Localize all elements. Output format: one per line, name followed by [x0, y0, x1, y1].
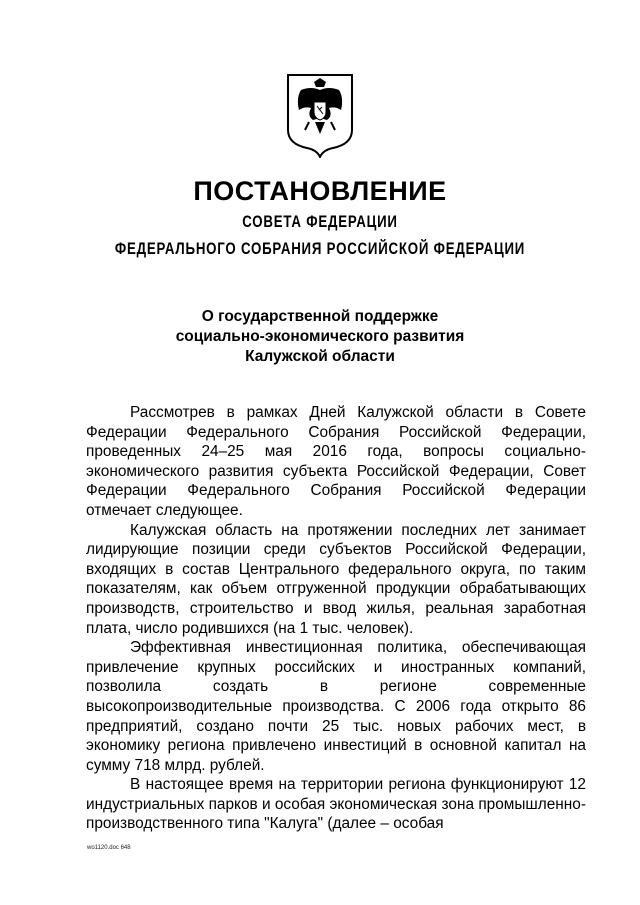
- resolution-body: [86, 403, 586, 834]
- coat-of-arms-icon: [285, 72, 355, 158]
- resolution-title-line3: Калужской области: [245, 348, 395, 365]
- body-paragraph: В настоящее время на территории региона функционируют 12 индустриальных парков и особая экономическая зона промышленно-производственного типа "Калуга" (далее – особая: [86, 776, 586, 833]
- issuer-heading-line2: ФЕДЕРАЛЬНОГО СОБРАНИЯ РОССИЙСКОЙ ФЕДЕРАЦИИ: [114, 239, 526, 258]
- resolution-title-line1: О государственной поддержке: [201, 308, 439, 325]
- body-paragraph: Калужская область на протяжении последних лет занимает лидирующие позиции среди субъектов Российской Федерации, входящих в состав Центрального федерального округа, по таким показателям, как объем отгруженной продукции обрабатывающих производств, строительство и ввод жилья, реальная заработная плата, число родившихся (на 1 тыс. человек).: [86, 521, 586, 637]
- resolution-title: [0, 307, 640, 367]
- body-paragraph: Рассмотрев в рамках Дней Калужской области в Совете Федерации Федерального Собрания Российской Федерации, проведенных 24–25 мая 2016 года, вопросы социально-экономического развития субъекта Российской Федерации, Совет Федерации Федерального Собрания Российской Федерации отмечает следующее.: [86, 404, 586, 519]
- issuer-heading-line1: СОВЕТА ФЕДЕРАЦИИ: [242, 212, 398, 231]
- document-code: wo1120.doc 648: [87, 845, 131, 851]
- body-paragraph: Эффективная инвестиционная политика, обеспечивающая привлечение крупных российских и иностранных компаний, позволила создать в регионе современные высокопроизводительные производства. С 2006 года открыто 86 предприятий, создано почти 25 тыс. новых рабочих мест, в экономику региона привлечено инвестиций в основной капитал на сумму 718 млрд. рублей.: [86, 639, 586, 774]
- document-type-heading: ПОСТАНОВЛЕНИЕ: [193, 176, 447, 206]
- resolution-title-line2: социально-экономического развития: [175, 328, 465, 345]
